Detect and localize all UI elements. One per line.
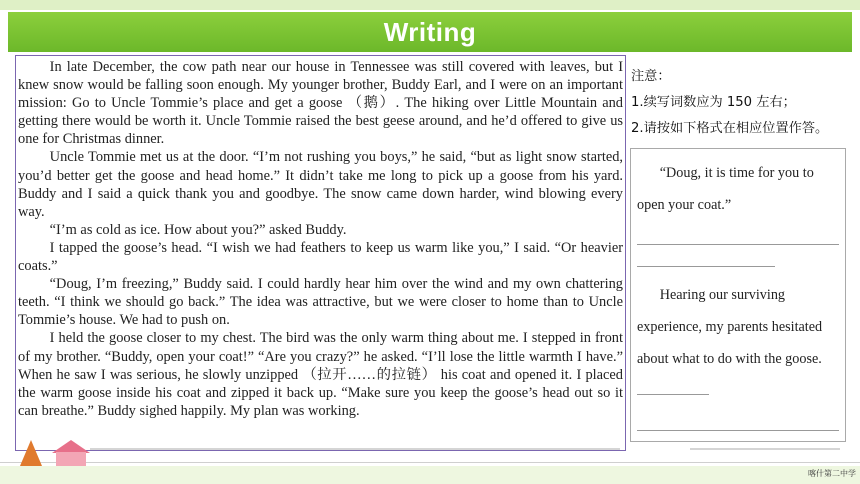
house-icon bbox=[56, 452, 86, 466]
answer-sheet bbox=[630, 148, 846, 442]
instructions-heading: 注意： bbox=[631, 69, 671, 84]
story-paragraph: Uncle Tommie met us at the door. “I’m not rushing you boys,” he said, “but as light snow started, you’d better get the goose and head home.” It didn’t take me long to pick up a goose from his yard. Buddy and I said a quick thank you and goodbye. The snow came down harder, wind blowing every way. bbox=[18, 149, 623, 220]
answer-blank-line[interactable] bbox=[637, 417, 839, 431]
answer-paragraph-2-text: Hearing our surviving experience, my parents hesitated about what to do with the goose. bbox=[637, 287, 823, 367]
story-passage bbox=[15, 55, 626, 451]
answer-paragraph-2-opening bbox=[637, 279, 839, 407]
instructions bbox=[631, 64, 860, 142]
top-decor-stripe bbox=[0, 0, 860, 10]
answer-paragraph-1-opening: “Doug, it is time for you to open your coat.” bbox=[637, 165, 814, 213]
bottom-decor-line bbox=[90, 448, 620, 450]
slide-title: Writing bbox=[383, 16, 477, 47]
story-paragraph: In late December, the cow path near our house in Tennessee was still covered with leaves, but I knew snow would be falling soon enough. My younger brother, Buddy Earl, and I were on an important mission: Go to Uncle Tommie’s place and get a goose （鹅）. The hiking over Little Mountain and getting there would be worth it. Uncle Tommie raised the best geese around, and he’d offered to give us one for Christmas dinner. bbox=[18, 59, 623, 148]
bottom-decor-band bbox=[0, 466, 860, 484]
story-paragraph: I tapped the goose’s head. “I wish we had feathers to keep us warm like you,” I said. “Or heavier coats.” bbox=[18, 239, 623, 275]
school-name: 喀什第二中学 bbox=[808, 469, 856, 478]
title-bar bbox=[8, 12, 852, 52]
story-paragraph: “I’m as cold as ice. How about you?” asked Buddy. bbox=[49, 221, 347, 238]
instruction-word-count: 1.续写词数应为 150 左右； bbox=[631, 95, 796, 110]
answer-inline-blank[interactable] bbox=[637, 383, 709, 395]
answer-blank-line[interactable] bbox=[637, 231, 839, 245]
tree-icon bbox=[20, 440, 42, 466]
story-paragraph: “Doug, I’m freezing,” Buddy said. I could hardly hear him over the wind and my own chattering teeth. “I think we should go back.” The idea was attractive, but we were closer to home than to Uncle Tommie’s house. We had to push on. bbox=[18, 276, 623, 329]
story-paragraph: I held the goose closer to my chest. The bird was the only warm thing about me. I stepped in front of my brother. “Buddy, open your coat!” “Are you crazy?” he asked. “I’ll lose the little warmth I have.” When he saw I was serious, he slowly unzipped （拉开……的拉链） his coat and opened it. I placed the warm goose inside his coat and zipped it back up. “Make sure you keep the goose’s head out so it can breathe.” Buddy sighed happily. My plan was working. bbox=[18, 330, 623, 419]
bottom-decor-line bbox=[690, 448, 840, 450]
answer-blank-line[interactable] bbox=[637, 253, 775, 267]
bottom-divider bbox=[0, 462, 860, 463]
instruction-format: 2.请按如下格式在相应位置作答。 bbox=[631, 121, 829, 136]
